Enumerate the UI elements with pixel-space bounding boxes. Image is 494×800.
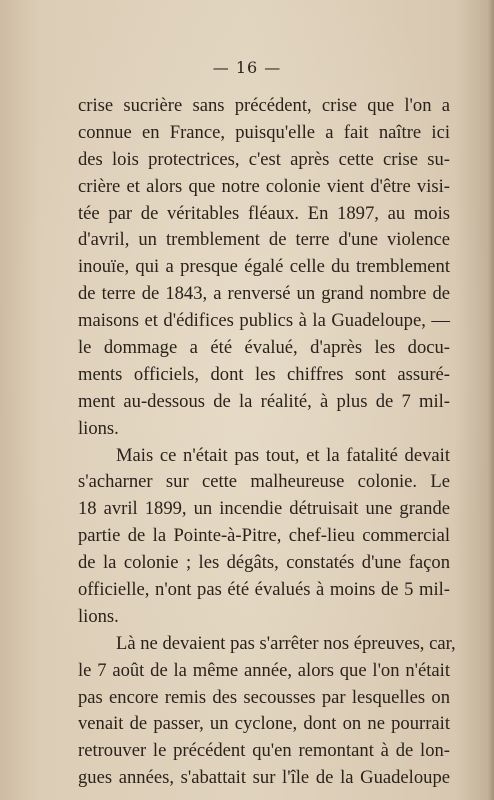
paragraph-3 [78, 631, 456, 792]
text-line: lions. [78, 417, 119, 439]
text-line: d'avril, un tremblement de terre d'une violence [78, 229, 450, 251]
text-line: venait de passer, un cyclone, dont on ne pourrait [78, 713, 450, 735]
text-line: partie de la Pointe-à-Pitre, chef-lieu commercial [78, 525, 450, 547]
text-line: Mais ce n'était pas tout, et la fatalité devait [116, 444, 450, 466]
text-line: officielle, n'ont pas été évalués à moins de 5 mil- [78, 579, 450, 601]
text-line: Là ne devaient pas s'arrêter nos épreuves, car, [116, 632, 456, 654]
text-line: maisons et d'édifices publics à la Guadeloupe, — [78, 310, 450, 332]
text-line: lions. [78, 605, 119, 627]
paragraph-2 [78, 443, 450, 631]
text-line: de la colonie ; les dégâts, constatés d'une façon [78, 552, 450, 574]
text-line: gues années, s'abattait sur l'île de la Guadeloupe [78, 767, 450, 789]
text-line: retrouver le précédent qu'en remontant à de lon- [78, 740, 450, 762]
text-line: inouïe, qui a presque égalé celle du tremblement [78, 256, 450, 278]
text-line: pas encore remis des secousses par lesquelles on [78, 686, 450, 708]
text-line: crise sucrière sans précédent, crise que l'on a [78, 95, 450, 116]
text-line: de terre de 1843, a renversé un grand nombre de [78, 283, 450, 305]
text-line: le dommage a été évalué, d'après les docu- [78, 337, 450, 359]
text-line: ment au-dessous de la réalité, à plus de 7 mil- [78, 390, 450, 412]
body-text [78, 93, 456, 792]
text-line: s'acharner sur cette malheureuse colonie. Le [78, 471, 450, 493]
text-line: connue en France, puisqu'elle a fait naître ici [78, 121, 450, 143]
text-line: crière et alors que notre colonie vient d'être visi- [78, 175, 450, 197]
text-line: des lois protectrices, c'est après cette crise su- [78, 148, 450, 170]
paragraph-1 [78, 93, 450, 443]
text-line: ments officiels, dont les chiffres sont assuré- [78, 363, 450, 385]
text-line: 18 avril 1899, un incendie détruisait une grande [78, 498, 450, 520]
page-number: — 16 — [212, 58, 282, 77]
text-line: tée par de véritables fléaux. En 1897, au mois [78, 202, 450, 224]
text-line: le 7 août de la même année, alors que l'on n'était [78, 659, 450, 681]
